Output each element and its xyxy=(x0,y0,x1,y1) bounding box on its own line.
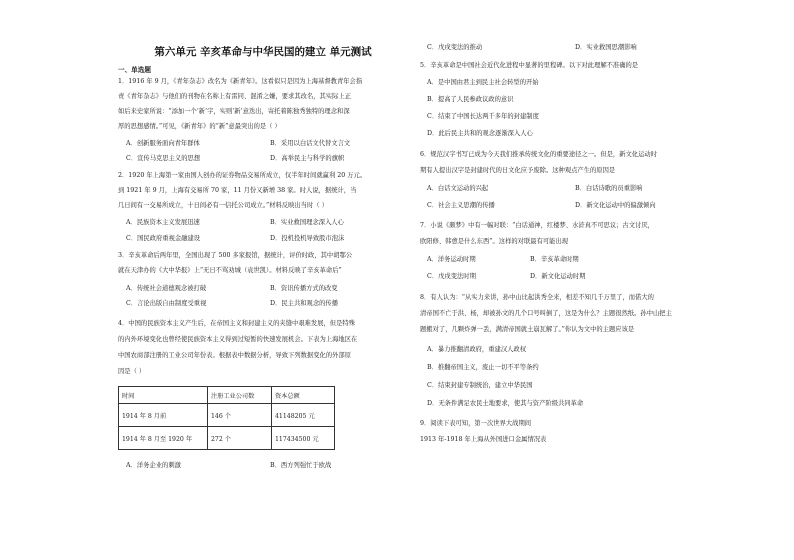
q2-option-c[interactable]: C．国民政府重视金融建设 xyxy=(126,235,201,242)
q2-line: 2．1920 年上海第一家由国人创办的证券物品交易所成立，仅半年时间就赢利 20 万元。 xyxy=(118,172,367,179)
q1-option-b[interactable]: B．采用以白话文代替文言文 xyxy=(270,140,351,147)
q9-table-caption: 1913 年-1918 年上海从外国进口金属情况表 xyxy=(420,436,547,443)
q4-line: 中国农商部注册的工业公司年份表。根据表中数据分析，导致下列数据变化的外部原 xyxy=(118,352,351,359)
q8-option-a[interactable]: A．暴力推翻清政府，重建汉人政权 xyxy=(427,346,527,353)
q4-line: 因是（ ） xyxy=(118,368,146,375)
registration-table xyxy=(118,386,335,450)
q5-option-a[interactable]: A．是中国由君主到民主社会转型的开始 xyxy=(427,79,539,86)
q5-line: 5．辛亥革命是中国社会近代化进程中显著的里程碑。以下对此理解不准确的是 xyxy=(420,62,639,69)
q8-option-c[interactable]: C．结束封建专制统治，建立中华民国 xyxy=(427,382,533,389)
q7-line: 7．小说《颇梦》中有一幅对联：“白话通神，红楼梦、水浒真不可思议；古文讨厌， xyxy=(420,222,654,229)
q5-option-d[interactable]: D．此后民主共和的观念逐渐深入人心 xyxy=(427,130,533,137)
q6-option-a[interactable]: A．白话文运动的兴起 xyxy=(427,185,489,192)
q6-option-d[interactable]: D．新文化运动中的偏激倾向 xyxy=(575,202,656,209)
q5-option-b[interactable]: B．提高了人民参政议政的意识 xyxy=(427,96,514,103)
q4-option-c[interactable]: C．戊戌变法的推动 xyxy=(427,44,483,51)
table-cell: 146 个 xyxy=(208,404,272,427)
q4-line: 4．中国的民族资本主义产生后，在帝国主义和封建主义的夹缝中艰难发展，但是特殊 xyxy=(118,320,355,327)
q9-line: 9．阅读下表可知，第一次世界大战期间 xyxy=(420,420,532,427)
q1-option-a[interactable]: A．创新服务面向青年群体 xyxy=(126,140,200,147)
table-header-row xyxy=(119,387,335,404)
q7-option-b[interactable]: B．辛亥革命时期 xyxy=(530,256,579,263)
q3-option-d[interactable]: D．民主共和观念的传播 xyxy=(270,300,339,307)
q3-option-c[interactable]: C．言论出版自由制度受重视 xyxy=(126,300,207,307)
q6-line: 6．规范汉字书写已成为今天我们推承传统文化的重要途径之一。但是，新文化运动时 xyxy=(420,151,657,158)
q2-line: 到 1921 年 9 月，上海有交易所 70 家，11 月份又新增 38 家。时人说，据统计，当 xyxy=(118,187,357,194)
q1-line: 如后来史家所说：“添加一个‘新’字，实则‘新’意迭出，寄托着陈独秀独特的理念和深 xyxy=(118,108,350,115)
q1-option-c[interactable]: C．宣传马克思主义的思想 xyxy=(126,155,201,162)
table-cell: 1914 年 8 月前 xyxy=(119,404,208,427)
q2-line: 几日间有一交易所成立，十日间必有一信托公司成立。”材料反映出当时（ ） xyxy=(118,202,328,209)
table-row xyxy=(119,427,335,450)
q2-option-b[interactable]: B．实业救国理念深入人心 xyxy=(270,219,344,226)
table-header: 资本总额 xyxy=(272,387,335,404)
table-cell: 1914 年 8 月至 1920 年 xyxy=(119,427,208,450)
table-header: 注册工业公司数 xyxy=(208,387,272,404)
q7-option-c[interactable]: C．戊戌变法时期 xyxy=(427,273,476,280)
table-cell: 272 个 xyxy=(208,427,272,450)
q3-line: 3．辛亥革命后两年里，全国出现了 500 多家报馆，据统计，评价时政，其中胡鄂公 xyxy=(118,252,353,259)
q3-line: 就在天津办的《大中华报》上“无日不骂劝城（袁世凯）。材料反映了辛亥革命后” xyxy=(118,267,342,274)
q2-option-a[interactable]: A．民族资本主义发展迅速 xyxy=(126,219,200,226)
q5-option-c[interactable]: C．结束了中国长达两千多年的封建制度 xyxy=(427,113,539,120)
q4-option-b[interactable]: B．西方列强忙于欧战 xyxy=(270,462,332,469)
page-title: 第六单元 辛亥革命与中华民国的建立 单元测试 xyxy=(154,46,372,58)
q4-line: 的内外环境变化也曾经使民族资本主义得到过短暂的快速发展机会。下表为上海地区在 xyxy=(118,336,358,343)
q1-line: 厚的思想感情。”可见，《新青年》的“新”意最突出的是（ ） xyxy=(118,123,281,130)
q4-option-d[interactable]: D．实业救国思潮影响 xyxy=(575,44,637,51)
section-heading: 一、单选题 xyxy=(118,66,151,74)
q8-option-b[interactable]: B．推翻帝国主义，废止一切不平等条约 xyxy=(427,364,539,371)
q1-line: 责《青年杂志》与他们的刊物在名称上有雷同、混淆之嫌，要求其改名，其实际上正 xyxy=(118,93,351,100)
q8-option-d[interactable]: D．无条件满足农民土地要求，使其与资产阶级共同革命 xyxy=(427,400,584,407)
table-cell: 41148205 元 xyxy=(272,404,335,427)
q1-line: 1．1916 年 9 月，《青年杂志》改名为《新青年》。这看似只是因为上海基督教青年会指 xyxy=(118,78,363,85)
table-cell: 117434500 元 xyxy=(272,427,335,450)
q6-option-c[interactable]: C．社会主义思潮的传播 xyxy=(427,202,495,209)
q8-line: 题搬对了，几颗炸弹一丢，满清帝国就土崩瓦解了。”你认为文中的主题应该是 xyxy=(420,326,635,333)
q8-line: 清帝国不亡于洪、杨，却被孙文的几个口号叫倒了，这是为什么？主题很然纸。孙中山把主 xyxy=(420,310,672,317)
q6-line: 期有人提出汉字是封建时代的日文化应予废除。这种观点产生的原因是 xyxy=(420,167,616,174)
q8-line: 8．有人认为：“从实力来讲，孙中山比起洪秀全来，相差不知几千万里了，而偌大的 xyxy=(420,294,654,301)
q4-option-a[interactable]: A．洋务企业的刺激 xyxy=(126,462,181,469)
q2-option-d[interactable]: D．投机投机导致股市泡沫 xyxy=(270,235,345,242)
q6-option-b[interactable]: B．白话诗歌的员重影响 xyxy=(575,185,643,192)
q7-line: 欧阳修、韩愈是什么东西”。这样的对联最有可能出现 xyxy=(420,238,569,245)
q3-option-a[interactable]: A．传统社会道德观念被打破 xyxy=(126,285,207,292)
q7-option-d[interactable]: D．新文化运动时期 xyxy=(530,273,586,280)
q3-option-b[interactable]: B．资讯传播方式的改变 xyxy=(270,285,338,292)
q7-option-a[interactable]: A．洋务运动时期 xyxy=(427,256,476,263)
q1-option-d[interactable]: D．高举民主与科学的旗帜 xyxy=(270,155,345,162)
table-row xyxy=(119,404,335,427)
table-header: 时间 xyxy=(119,387,208,404)
